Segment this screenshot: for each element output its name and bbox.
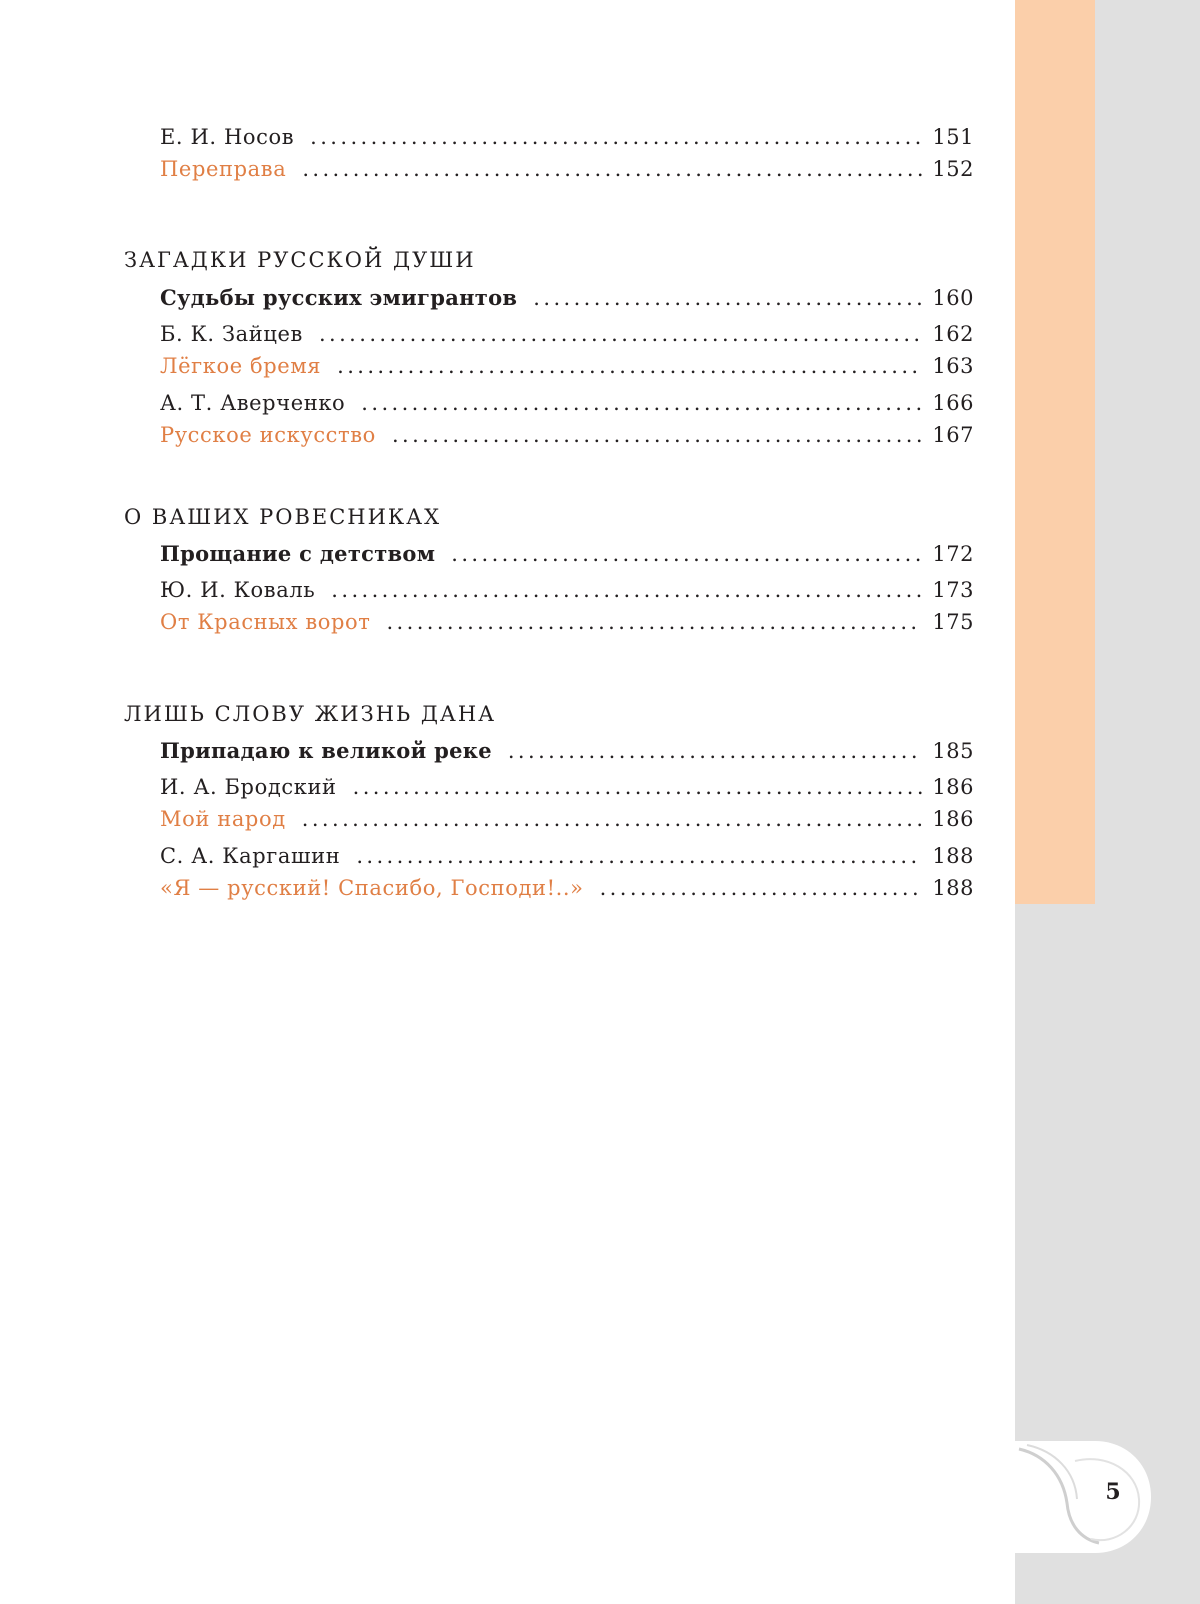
toc-entry-title: Прощание с детством (160, 541, 436, 566)
dot-leader (353, 775, 923, 799)
toc-entry[interactable] (160, 876, 974, 908)
toc-entry-page: 163 (932, 354, 974, 378)
toc-entry-page: 162 (932, 322, 974, 346)
toc-entry-title: Припадаю к великой реке (160, 738, 492, 763)
toc-entry-page: 152 (932, 157, 974, 181)
dot-leader (337, 354, 922, 378)
page-number: 5 (1105, 1479, 1121, 1505)
toc-entry[interactable] (160, 423, 974, 455)
dot-leader (451, 542, 922, 566)
toc-entry[interactable] (160, 157, 974, 189)
dot-leader (302, 157, 922, 181)
toc-entry-page: 188 (932, 876, 974, 900)
toc-entry-page: 151 (932, 125, 974, 149)
toc-entry-title: Переправа (160, 157, 287, 181)
dot-leader (331, 578, 922, 602)
dot-leader (319, 322, 922, 346)
toc-entry[interactable] (160, 391, 974, 423)
toc-entry-page: 166 (932, 391, 974, 415)
toc-entry-title: Ю. И. Коваль (160, 578, 316, 602)
dot-leader (356, 844, 922, 868)
dot-leader (302, 807, 923, 831)
dot-leader (392, 423, 922, 447)
toc-entry-title: С. А. Каргашин (160, 844, 341, 868)
toc-entry-title: Русское искусство (160, 423, 376, 447)
dot-leader (386, 610, 922, 634)
toc-entry[interactable] (160, 541, 974, 573)
toc-entry-page: 175 (932, 610, 974, 634)
toc-entry[interactable] (160, 738, 974, 770)
toc-entry[interactable] (160, 322, 974, 354)
toc-entry-title: Е. И. Носов (160, 125, 295, 149)
toc-entry-title: И. А. Бродский (160, 775, 337, 799)
toc-entry-page: 186 (932, 775, 974, 799)
toc-entry-title: Судьбы русских эмигрантов (160, 285, 518, 310)
toc-entry-title: «Я — русский! Спасибо, Господи!..» (160, 876, 584, 900)
toc-entry-title: Б. К. Зайцев (160, 322, 303, 346)
toc-entry-title: От Красных ворот (160, 610, 371, 634)
toc-entry[interactable] (160, 578, 974, 610)
toc-entry-page: 186 (932, 807, 974, 831)
page-number-tab (1015, 1441, 1151, 1553)
toc-entry-title: А. Т. Аверченко (160, 391, 346, 415)
dot-leader (310, 125, 922, 149)
section-heading: ЛИШЬ СЛОВУ ЖИЗНЬ ДАНА (124, 702, 497, 726)
toc-entry-page: 185 (932, 739, 974, 763)
toc-entry[interactable] (160, 354, 974, 386)
dot-leader (600, 876, 923, 900)
toc-entry[interactable] (160, 610, 974, 642)
toc-entry[interactable] (160, 844, 974, 876)
toc-entry-page: 188 (932, 844, 974, 868)
toc-entry-page: 173 (932, 578, 974, 602)
section-heading: О ВАШИХ РОВЕСНИКАХ (124, 505, 442, 529)
section-heading: ЗАГАДКИ РУССКОЙ ДУШИ (124, 248, 476, 272)
toc-entry[interactable] (160, 807, 974, 839)
toc-entry[interactable] (160, 775, 974, 807)
toc-entry-title: Мой народ (160, 807, 286, 831)
toc-entry[interactable] (160, 285, 974, 317)
toc-entry-page: 160 (932, 286, 974, 310)
toc-entry[interactable] (160, 125, 974, 157)
toc-entry-page: 172 (932, 542, 974, 566)
side-accent-band (1015, 0, 1095, 904)
dot-leader (508, 739, 923, 763)
toc-entry-page: 167 (932, 423, 974, 447)
dot-leader (361, 391, 922, 415)
dot-leader (533, 286, 922, 310)
toc-entry-title: Лёгкое бремя (160, 354, 322, 378)
